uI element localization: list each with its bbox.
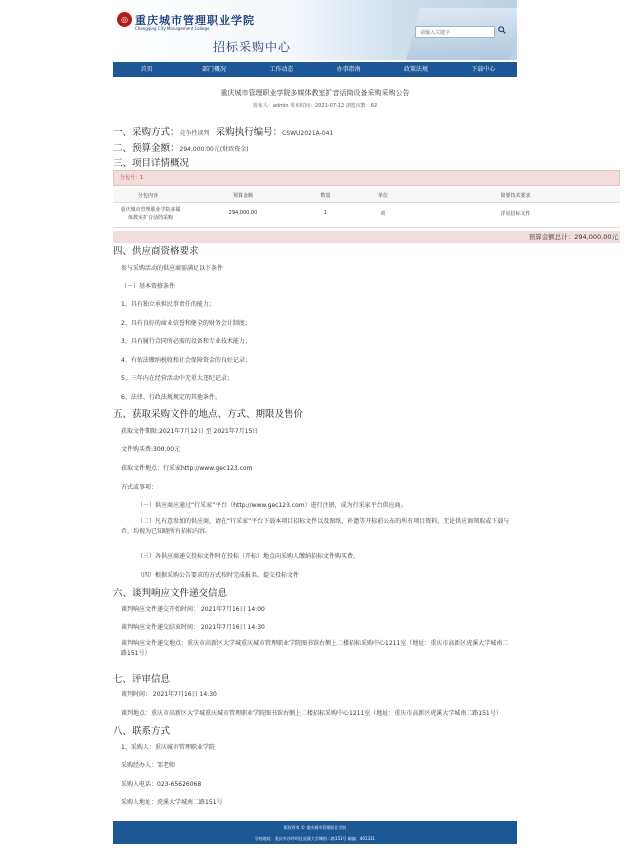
nav-item-home[interactable]: 首页: [140, 66, 153, 73]
article-meta: 发布人：admin 发布时间：2021-07-12 浏览次数：62: [252, 103, 378, 109]
contact-agent: 采购经办人：邹老师: [121, 762, 176, 769]
obtain-place: 获取文件地点：行采家http://www.gec123.com: [121, 465, 253, 472]
table-header-cell: 简要技术要求: [500, 193, 531, 199]
section-heading: 四、供应商资格要求: [113, 246, 199, 257]
execution-code-value: CSWU2021A-041: [282, 130, 334, 137]
footer-address: 学校地址：重庆市沙坪坝区虎溪大学城南二路151号 邮编：401331: [254, 836, 376, 841]
section-heading: 一、采购方式：: [113, 127, 180, 138]
qualification-item: 4、有依法缴纳税收和社会保障资金的良好记录；: [121, 357, 251, 364]
nav-item-policy[interactable]: 政策法规: [403, 66, 428, 73]
section-heading: 二、预算金额：: [113, 143, 180, 154]
obtain-note: （一）供应商应通过“行采家”平台（http://www.gec123.com）进行注册，成为行采家平台供应商。: [137, 502, 407, 509]
college-logo-text[interactable]: 重庆城市管理职业学院: [135, 14, 255, 27]
table-header-cell: 预算金额: [232, 193, 253, 199]
nav-item-department[interactable]: 部门概况: [201, 66, 226, 73]
contact-address: 采购人地址：虎溪大学城南二路151号: [121, 799, 223, 806]
qualification-item: 2、具有良好的商业信誉和健全的财务会计制度；: [121, 320, 251, 327]
search-icon[interactable]: [496, 26, 508, 38]
section-heading: 七、评审信息: [113, 674, 171, 685]
section-heading: 五、获取采购文件的地点、方式、期限及售价: [113, 409, 304, 420]
package-bar: 分包号：1: [113, 170, 620, 186]
qualification-basic: （一）基本资格条件: [121, 283, 176, 290]
qualification-item: 5、三年内在经营活动中无重大违纪记录；: [121, 375, 233, 382]
nav-item-download[interactable]: 下载中心: [471, 66, 496, 73]
section-heading: 三、项目详情概况: [113, 158, 190, 169]
qualification-item: 6、法律、行政法规规定的其他条件。: [121, 394, 221, 401]
submission-end: 谈判响应文件递交结束时间： 2021年7月16日 14:30: [121, 624, 265, 631]
site-footer: [113, 821, 517, 844]
obtain-price: 文件购买费:300.00元: [121, 446, 181, 453]
submission-place: 谈判响应文件递交地点：重庆市高新区大学城重庆城市管理职业学院图书馆右侧上二楼招标采购中心1211室（地址：重庆市高新区虎溪大学城南二路151号）: [121, 640, 509, 657]
college-logo-subtitle: Chongqing City Management College: [135, 26, 210, 31]
contact-purchaser: 1、采购人：重庆城市管理职业学院: [121, 744, 215, 751]
table-header-cell: 单位: [377, 193, 388, 199]
table-cell-qty: 1: [323, 210, 328, 216]
obtain-note: （二）凡有意参加的供应商，请在“行采家”平台下载本项目招标文件以及图纸、补遗等开标前公布的所有项目资料，无论供应商领取或下载与否，均视为已知晓所有招标内容。: [121, 518, 510, 535]
nav-item-news[interactable]: 工作动态: [269, 66, 294, 73]
obtain-period: 获取文件期限:2021年7月12日 至 2021年7月15日: [121, 428, 259, 435]
site-header: [113, 0, 517, 60]
article-title: 重庆城市管理职业学院多媒体教室扩音话筒设备采购采购公告: [220, 89, 410, 97]
qualification-item: 1、具有独立承担民事责任的能力；: [121, 301, 215, 308]
table-cell-content-line1: 重庆城市管理职业学院多媒: [120, 207, 181, 213]
execution-code-label: 采购执行编号：: [215, 127, 283, 138]
table-cell-unit: 项: [380, 211, 386, 217]
budget-total: 预算金额总计：294,000.00元: [113, 231, 620, 243]
review-place: 谈判地点：重庆市高新区大学城重庆城市管理职业学院图书馆右侧上二楼招标采购中心1211室（地址：重庆市高新区虎溪大学城南二路151号）: [121, 710, 502, 717]
section-procurement-method: [113, 124, 333, 138]
table-row: [113, 203, 620, 228]
budget-value: 294,000.00元(财政资金): [179, 146, 249, 153]
table-cell-content-line2: 体教室扩音话筒采购: [127, 215, 173, 221]
college-emblem-icon[interactable]: ◎: [117, 12, 132, 27]
submission-start: 谈判响应文件递交开始时间： 2021年7月16日 14:00: [121, 606, 265, 613]
table-cell-tech: 详见招标文件: [500, 211, 531, 217]
table-cell-budget: 294,000.00: [228, 210, 258, 216]
review-time: 谈判时间： 2021年7月16日 14:30: [121, 691, 217, 698]
qualification-item: 3、具有履行合同所必需的设备和专业技术能力；: [121, 338, 251, 345]
table-header-cell: 分包内容: [137, 193, 158, 199]
search-input[interactable]: 请输入关键字: [415, 26, 495, 38]
obtain-note: （三）各供应商递交投标文件时在投标（开标）地点向采购人缴纳招标文件购买费。: [137, 553, 360, 560]
procurement-method-value: 竞争性谈判: [179, 130, 210, 137]
table-header: [113, 188, 620, 203]
qualification-intro: 参与采购活动的供应商需满足以下条件: [121, 265, 224, 272]
footer-copyright: 版权所有 © 重庆城市管理职业学院: [283, 825, 347, 830]
obtain-notes-heading: 方式或事项：: [121, 484, 158, 491]
section-budget: [113, 140, 249, 154]
banner-title: 招标采购中心: [213, 40, 292, 54]
obtain-note: （四）根据采购公告要求的方式按时完成报名、提交投标文件: [137, 572, 300, 579]
section-heading: 六、谈判响应文件递交信息: [113, 588, 228, 599]
nav-item-guide[interactable]: 办事指南: [336, 66, 361, 73]
main-nav: [113, 62, 517, 77]
contact-phone: 采购人电话：023-65626068: [121, 781, 202, 788]
table-header-cell: 数量: [320, 193, 331, 199]
section-heading: 八、联系方式: [113, 726, 171, 737]
